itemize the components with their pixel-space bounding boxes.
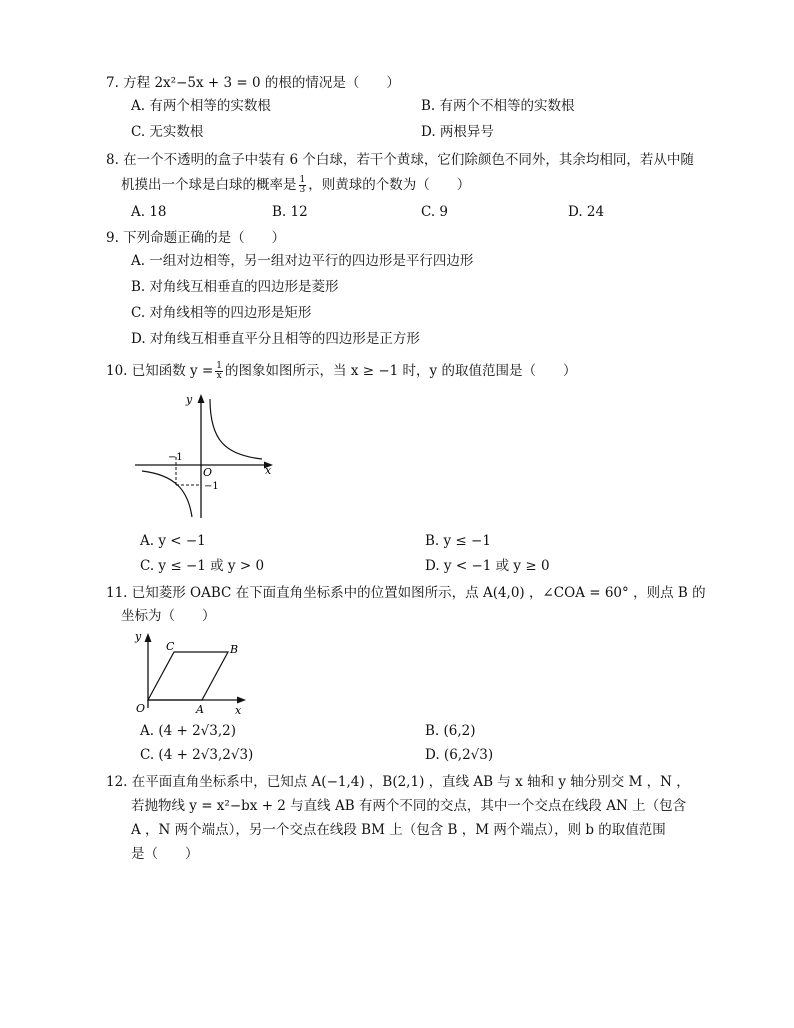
- q10-curve-branch-2: [142, 471, 192, 517]
- q7-option-b: B. 有两个不相等的实数根: [421, 98, 575, 114]
- question-7: 7. 方程 2x²−5x + 3 = 0 的根的情况是（ ）: [106, 75, 400, 91]
- q10-text-post: 的图象如图所示，当 x ≥ −1 时，y 的取值范围是（ ）: [225, 363, 577, 379]
- q8-frac-num: 1: [299, 175, 306, 185]
- q11-graph: [130, 628, 250, 716]
- q11-label-y: y: [135, 630, 142, 643]
- q10-label-neg1-y: −1: [204, 481, 219, 492]
- q10-curve-branch-1: [210, 399, 262, 459]
- q11-option-a: A. (4 + 2√3,2): [140, 723, 237, 739]
- q7-option-c: C. 无实数根: [131, 124, 204, 140]
- q11-option-b: B. (6,2): [425, 723, 476, 739]
- q11-y-arrow: [145, 633, 152, 642]
- q11-label-c: C: [166, 640, 175, 653]
- question-11-line-2: 坐标为（ ）: [121, 608, 216, 624]
- q10-label-x: x: [265, 464, 272, 477]
- q10-y-arrow: [198, 394, 205, 403]
- q11-option-c: C. (4 + 2√3,2√3): [140, 747, 254, 763]
- question-11-line-1: 11. 已知菱形 OABC 在下面直角坐标系中的位置如图所示，点 A(4,0) ，∠COA = 60° ，则点 B 的: [106, 585, 706, 601]
- question-10: [106, 362, 576, 381]
- q11-label-b: B: [230, 643, 239, 656]
- q11-label-origin: O: [136, 702, 146, 715]
- question-12-line-3: A ，N 两个端点），另一个交点在线段 BM 上（包含 B ，M 两个端点），则 b 的取值范围: [131, 822, 666, 838]
- q10-graph: [130, 385, 280, 525]
- q8-option-b: B. 12: [272, 204, 308, 220]
- q10-option-a: A. y < −1: [140, 533, 206, 549]
- q7-option-d: D. 两根异号: [421, 124, 494, 140]
- q7-option-a: A. 有两个相等的实数根: [131, 98, 271, 114]
- q10-text-pre: 10. 已知函数 y =: [106, 363, 214, 379]
- q9-option-b: B. 对角线互相垂直的四边形是菱形: [131, 279, 339, 295]
- q8-frac-den: 3: [299, 185, 306, 195]
- q11-rhombus: [148, 652, 228, 700]
- question-9: 9. 下列命题正确的是（ ）: [106, 230, 286, 246]
- q11-label-x: x: [235, 704, 242, 716]
- q10-option-c: C. y ≤ −1 或 y > 0: [140, 558, 265, 574]
- q11-x-arrow: [237, 697, 246, 704]
- q10-option-b: B. y ≤ −1: [425, 533, 491, 549]
- question-12-line-1: 12. 在平面直角坐标系中，已知点 A(−1,4) ，B(2,1) ，直线 AB 与 x 轴和 y 轴分别交 M ，N ，: [106, 774, 690, 790]
- q8-text-post: ，则黄球的个数为（ ）: [308, 177, 471, 193]
- q10-label-y: y: [186, 393, 193, 406]
- q9-option-d: D. 对角线互相垂直平分且相等的四边形是正方形: [131, 331, 420, 347]
- question-12-line-2: 若抛物线 y = x²−bx + 2 与直线 AB 有两个不同的交点，其中一个交点在线段 AN 上（包含: [131, 798, 687, 814]
- q9-option-c: C. 对角线相等的四边形是矩形: [131, 305, 312, 321]
- q8-option-a: A. 18: [131, 204, 167, 220]
- q8-fraction: [299, 176, 307, 195]
- q11-option-d: D. (6,2√3): [425, 747, 494, 763]
- q10-fraction: [215, 362, 223, 381]
- q11-label-a: A: [196, 703, 204, 716]
- q8-text-pre: 机摸出一个球是白球的概率是: [121, 177, 297, 193]
- q10-label-origin: O: [203, 466, 213, 479]
- q8-option-d: D. 24: [568, 204, 605, 220]
- question-12-line-4: 是（ ）: [131, 846, 199, 862]
- q9-option-a: A. 一组对边相等，另一组对边平行的四边形是平行四边形: [131, 253, 474, 269]
- question-8-line-2: [121, 176, 470, 195]
- q8-option-c: C. 9: [421, 204, 449, 220]
- q10-frac-num: 1: [216, 361, 223, 371]
- q10-frac-den: x: [216, 371, 222, 381]
- question-8-line-1: 8. 在一个不透明的盒子中装有 6 个白球，若干个黄球，它们除颜色不同外，其余均相同，若从中随: [106, 152, 694, 168]
- q10-label-neg1-x: −1: [168, 452, 183, 463]
- q10-option-d: D. y < −1 或 y ≥ 0: [425, 558, 550, 574]
